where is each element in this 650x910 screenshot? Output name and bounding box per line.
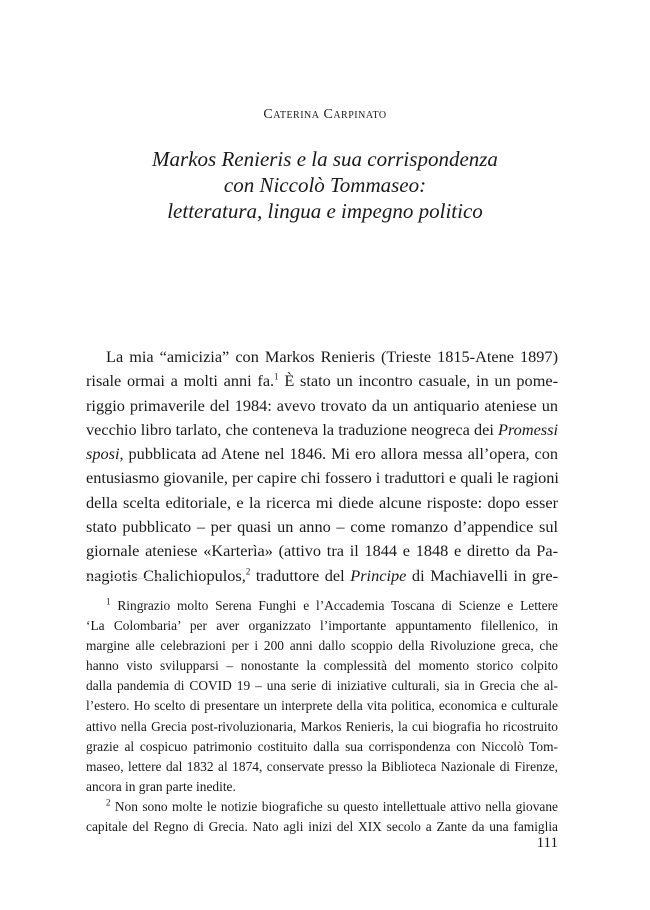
article-title: [60, 146, 590, 224]
footnote-line: attivo nella Grecia post-rivoluzionaria, Markos Renieris, la cui biografia ho ricostruito: [86, 718, 558, 734]
body-line: stato pubblicato – per quasi un anno – come romanzo d’appendice sul: [86, 517, 558, 537]
body-line: giornale ateniese «Karterìa» (attivo tra il 1844 e 1848 e diretto da Pa-: [86, 541, 558, 561]
footnote-line: maseo, lettere dal 1832 al 1874, conservate presso la Biblioteca Nazionale di Firenze,: [86, 758, 558, 774]
footnote-line: capitale del Regno di Grecia. Nato agli inizi del XIX secolo a Zante da una famiglia: [86, 819, 558, 835]
body-line: risale ormai a molti anni fa.$^1$ È stato un incontro casuale, in un pome-: [86, 371, 559, 391]
body-line: della scelta editoriale, e la ricerca mi diede alcune risposte: dopo esser: [86, 492, 558, 512]
footnote-line: grazie al cospicuo patrimonio costituito dalla sua corrispondenza con Niccolò Tom-: [86, 738, 558, 754]
body-line: riggio primaverile del 1984: avevo trovato da un antiquario ateniese un: [86, 395, 558, 415]
footnote-line: margine alle celebrazioni per i 200 anni dallo scoppio della Rivoluzione greca, che: [86, 638, 558, 654]
footnote-mark: 1: [106, 596, 111, 607]
footnote-line: ‘La Colombaria’ per aver organizzato l’importante appuntamento filellenico, in: [86, 618, 558, 634]
footnote-line: $^1$ Ringrazio molto Serena Funghi e l’Accademia Toscana di Scienze e Lettere: [106, 596, 558, 613]
title-line: Markos Renieris e la sua corrispondenza: [152, 147, 498, 171]
page-number: 111: [536, 835, 558, 851]
footnote-line: ancora in gran parte inedite.: [86, 778, 236, 794]
footnote-line: dalla pandemia di COVID 19 – una serie di iniziative culturali, sia in Grecia che al-: [86, 678, 558, 694]
body-line: nagiotis Chalichiopulos,$^2$ traduttore del Principe di Machiavelli in gre-: [86, 565, 559, 585]
footnote-line: hanno visto svilupparsi – nonostante la complessità del momento storico colpito: [86, 658, 558, 674]
footnote-ref: 1: [274, 371, 279, 382]
body-line: vecchio libro tarlato, che conteneva la traduzione neogreca dei Promessi: [86, 419, 558, 439]
body-line: entusiasmo giovanile, per capire chi fossero i traduttori e quali le ragioni: [86, 468, 559, 488]
footnote-separator: [86, 578, 170, 579]
footnote-line: l’estero. Ho scelto di presentare un interprete della vita politica, economica e culturale: [86, 698, 558, 714]
body-line: sposi, pubblicata ad Atene nel 1846. Mi ero allora messa all’opera, con: [86, 444, 558, 464]
body-line: La mia “amicizia” con Markos Renieris (Trieste 1815-Atene 1897): [106, 347, 558, 366]
author-name: Caterina Carpinato: [263, 107, 387, 122]
title-line: letteratura, lingua e impegno politico: [167, 199, 483, 223]
body-text: [86, 345, 558, 588]
title-line: con Niccolò Tommaseo:: [223, 173, 427, 197]
footnotes: [86, 596, 558, 837]
footnote-mark: 2: [106, 797, 111, 808]
footnote-line: $^2$ Non sono molte le notizie biografiche su questo intellettuale attivo nella giovane: [106, 797, 558, 814]
footnote-ref: 2: [245, 566, 251, 577]
